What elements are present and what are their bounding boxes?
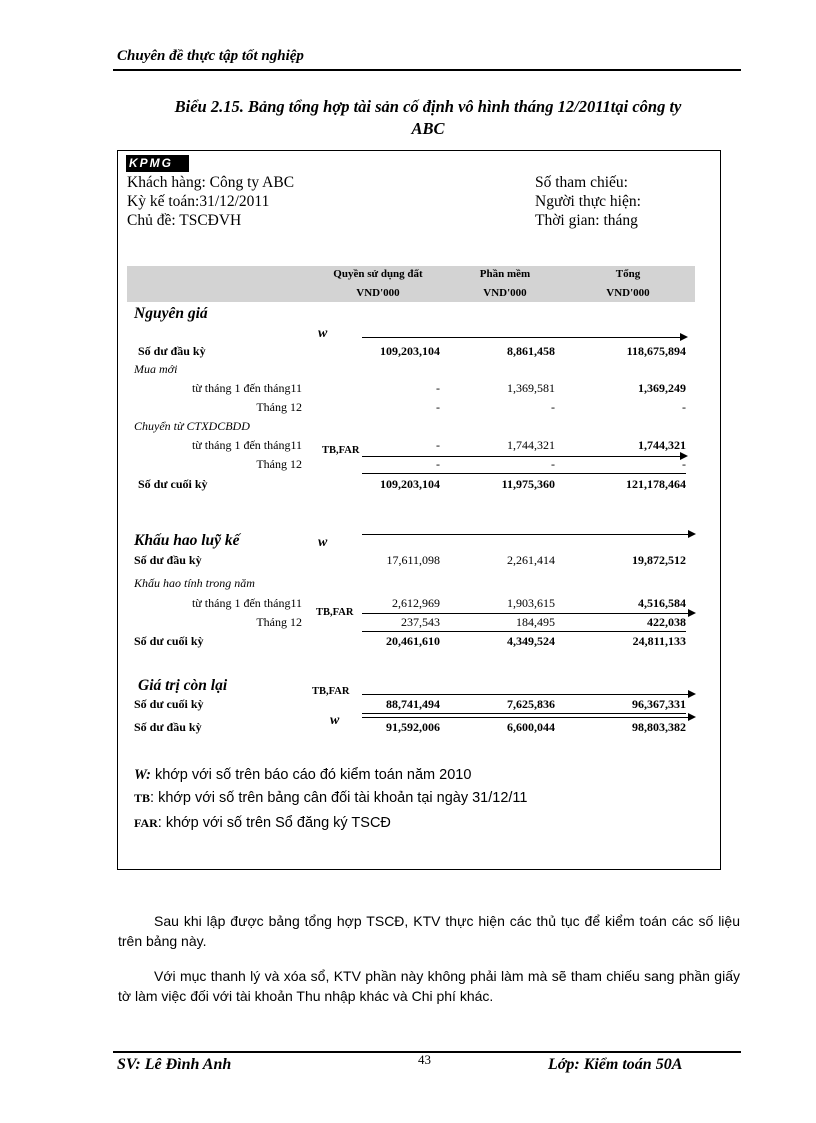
- tick-arrow: [362, 694, 694, 695]
- nbv-closing-total: 96,367,331: [632, 697, 686, 711]
- cost-closing-total: 121,178,464: [626, 477, 686, 491]
- depr-1-11-software: 1,903,615: [507, 596, 555, 610]
- cost-closing-software: 11,975,360: [501, 477, 555, 491]
- depr-opening-land: 17,611,098: [386, 553, 440, 567]
- footer-student: SV: Lê Đình Anh: [117, 1056, 232, 1073]
- legend-tb-key: TB: [134, 791, 151, 805]
- subtotal-rule: [362, 473, 686, 474]
- footer-class: Lớp: Kiểm toán 50A: [548, 1056, 683, 1073]
- legend-far: [134, 815, 391, 831]
- col-software-header: Phần mềm: [479, 268, 531, 280]
- nbv-opening-land: 91,592,006: [386, 720, 440, 734]
- depr-12-software: 184,495: [516, 615, 555, 629]
- depr-closing-land: 20,461,610: [386, 634, 440, 648]
- depr-1-11-land: 2,612,969: [392, 596, 440, 610]
- purchase-label: Mua mới: [134, 362, 178, 376]
- transfer-12-total: -: [682, 457, 686, 471]
- section-cost-title: Nguyên giá: [134, 305, 208, 322]
- transfer-1-11-total: 1,744,321: [638, 438, 686, 452]
- tbfar-mark: TB,FAR: [316, 607, 354, 618]
- page-header-title: Chuyên đề thực tập tốt nghiệp: [117, 48, 304, 64]
- paragraph-1: Sau khi lập được bảng tổng hợp TSCĐ, KTV thực hiện các thủ tục để kiểm toán các số liệu trên bảng này.: [118, 913, 740, 949]
- col-total-unit: VND'000: [606, 287, 650, 299]
- purchase-12-land: -: [436, 400, 440, 414]
- tick-w-mark: w: [318, 326, 328, 341]
- section-depr-title: Khấu hao luỹ kế: [134, 532, 240, 549]
- subtotal-rule: [362, 631, 686, 632]
- purchase-12-total: -: [682, 400, 686, 414]
- transfer-1-11-land: -: [436, 438, 440, 452]
- legend-tb: [134, 790, 527, 806]
- transfer-1-11-software: 1,744,321: [507, 438, 555, 452]
- reference-label: Số tham chiếu:: [535, 174, 628, 191]
- page-number: 43: [418, 1052, 431, 1067]
- transfer-12-label: Tháng 12: [256, 457, 302, 471]
- col-land-header: Quyền sử dụng đất: [333, 268, 423, 280]
- transfer-12-software: -: [551, 457, 555, 471]
- depr-closing-software: 4,349,524: [507, 634, 555, 648]
- col-total-header: Tổng: [615, 268, 641, 280]
- col-land-unit: VND'000: [356, 287, 400, 299]
- time-label: Thời gian: tháng: [535, 212, 638, 229]
- depr-opening-label: Số dư đầu kỳ: [134, 553, 202, 567]
- purchase-12-software: -: [551, 400, 555, 414]
- depr-12-label: Tháng 12: [256, 615, 302, 629]
- depr-closing-label: Số dư cuối kỳ: [134, 634, 204, 648]
- depr-closing-total: 24,811,133: [632, 634, 686, 648]
- tick-arrow: [362, 534, 694, 535]
- paragraph-2: Với mục thanh lý và xóa sổ, KTV phần này không phải làm mà sẽ tham chiếu sang phần giấy tờ làm việc đối với tài khoản Thu nhập khác và Chi phí khác.: [118, 968, 740, 1004]
- cost-closing-label: Số dư cuối kỳ: [138, 477, 208, 491]
- purchase-12-label: Tháng 12: [256, 400, 302, 414]
- nbv-opening-label: Số dư đầu kỳ: [134, 720, 202, 734]
- legend-w-text: khớp với số trên báo cáo đó kiểm toán năm 2010: [150, 767, 472, 783]
- cost-opening-label: Số dư đầu kỳ: [138, 344, 206, 358]
- legend-far-text: : khớp với số trên Sổ đăng ký TSCĐ: [157, 815, 391, 831]
- kpmg-logo: KPMG: [126, 155, 189, 172]
- cost-opening-software: 8,861,458: [507, 344, 555, 358]
- legend-w: [134, 767, 471, 784]
- subtotal-rule: [362, 713, 686, 714]
- period-label: Kỳ kế toán:31/12/2011: [127, 193, 270, 210]
- tbfar-mark: TB,FAR: [322, 445, 360, 456]
- depr-1-11-total: 4,516,584: [638, 596, 686, 610]
- tbfar-mark: TB,FAR: [312, 686, 350, 697]
- tick-w-mark: w: [330, 713, 340, 728]
- col-software-unit: VND'000: [483, 287, 527, 299]
- transfer-12-land: -: [436, 457, 440, 471]
- depr-1-11-label: từ tháng 1 đến tháng11: [191, 596, 302, 610]
- working-paper-frame: [117, 150, 721, 870]
- nbv-opening-total: 98,803,382: [632, 720, 686, 734]
- legend-far-key: FAR: [134, 816, 158, 830]
- purchase-1-11-land: -: [436, 381, 440, 395]
- transfer-label: Chuyển từ CTXDCBDD: [134, 419, 250, 433]
- client-label: Khách hàng: Công ty ABC: [127, 174, 295, 191]
- depr-12-land: 237,543: [401, 615, 440, 629]
- figure-title: Biểu 2.15. Bảng tổng hợp tài sản cố định vô hình tháng 12/2011tại công ty: [174, 97, 682, 116]
- nbv-closing-software: 7,625,836: [507, 697, 555, 711]
- tick-arrow: [362, 613, 694, 614]
- tick-w-mark: w: [318, 535, 328, 550]
- legend-w-key: W:: [134, 767, 151, 783]
- cost-opening-land: 109,203,104: [380, 344, 440, 358]
- depr-opening-total: 19,872,512: [632, 553, 686, 567]
- cost-closing-land: 109,203,104: [380, 477, 440, 491]
- subject-label: Chủ đề: TSCĐVH: [127, 212, 242, 229]
- depr-opening-software: 2,261,414: [507, 553, 555, 567]
- preparer-label: Người thực hiện:: [535, 193, 641, 210]
- purchase-1-11-total: 1,369,249: [638, 381, 686, 395]
- depr-12-total: 422,038: [647, 615, 686, 629]
- purchase-1-11-label: từ tháng 1 đến tháng11: [191, 381, 302, 395]
- header-divider: [113, 69, 741, 71]
- nbv-closing-land: 88,741,494: [386, 697, 440, 711]
- purchase-1-11-software: 1,369,581: [507, 381, 555, 395]
- figure-title-cont: ABC: [411, 119, 445, 138]
- cost-opening-total: 118,675,894: [626, 344, 686, 358]
- section-nbv-title: Giá trị còn lại: [138, 677, 228, 694]
- tick-arrow: [362, 337, 686, 338]
- nbv-opening-software: 6,600,044: [507, 720, 555, 734]
- transfer-1-11-label: từ tháng 1 đến tháng11: [191, 438, 302, 452]
- nbv-closing-label: Số dư cuối kỳ: [134, 697, 204, 711]
- tick-arrow: [362, 717, 694, 718]
- legend-tb-text: : khớp với số trên bảng cân đối tài khoản tại ngày 31/12/11: [150, 790, 528, 806]
- depr-year-label: Khấu hao tính trong năm: [134, 576, 255, 590]
